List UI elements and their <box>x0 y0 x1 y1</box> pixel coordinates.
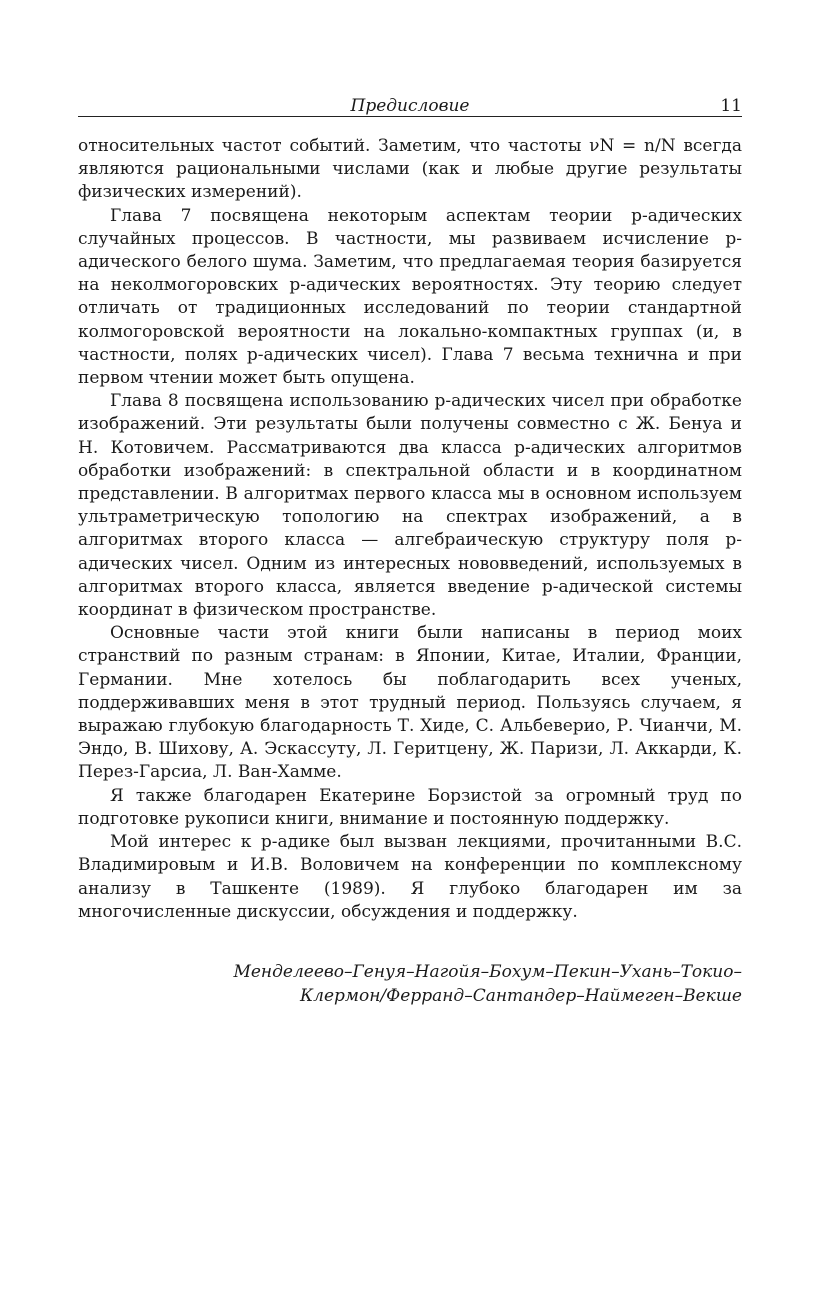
running-head <box>78 92 742 117</box>
page-number: 11 <box>720 96 742 116</box>
paragraph-acknowledgements: Основные части этой книги были написаны в период моих странствий по разным странам: в Японии, Китае, Италии, Франции, Германии. Мне хотелось бы поблагодарить всех ученых, поддерживавших меня в этот трудный период. Пользуясь случаем, я выражаю глубокую благодарность Т. Хиде, С. Альбеверио, Р. Чианчи, М. Эндо, В. Шихову, А. Эскассуту, Л. Геритцену, Ж. Паризи, Л. Аккарди, К. Перез-Гарсиа, Л. Ван-Хамме. <box>78 623 742 783</box>
book-page <box>78 92 742 1008</box>
paragraph-chapter-8: Глава 8 посвящена использованию p-адических чисел при обработке изображений. Эти результаты были получены совместно с Ж. Бенуа и Н. Котовичем. Рассматриваются два класса p-адических алгоритмов обработки изображений: в спектральной области и в координатном представлении. В алгоритмах первого класса мы в основном используем ультраметрическую топологию на спектрах изображений, а в алгоритмах второго класса — алгебраическую структуру поля p-адических чисел. Одним из интересных нововведений, используемых в алгоритмах второго класса, является введение p-адической системы координат в физическом пространстве. <box>78 391 742 621</box>
paragraph-thanks-manuscript: Я также благодарен Екатерине Борзистой за огромный труд по подготовке рукописи книги, внимание и постоянную поддержку. <box>78 785 742 829</box>
signature-line-2: Клермон/Ферранд–Сантандер–Наймеген–Векше <box>299 985 742 1006</box>
places-signature <box>78 960 742 1008</box>
signature-line-1: Менделеево–Генуя–Нагойя–Бохум–Пекин–Ухань–Токио– <box>233 961 742 982</box>
running-title: Предисловие <box>350 96 470 116</box>
paragraph-chapter-7: Глава 7 посвящена некоторым аспектам теории p-адических случайных процессов. В частности, мы развиваем исчисление p-адического белого шума. Заметим, что предлагаемая теория базируется на неколмогоровских p-адических вероятностях. Эту теорию следует отличать от традиционных исследований по теории стандартной колмогоровской вероятности на локально-компактных группах (и, в частности, полях p-адических чисел). Глава 7 весьма технична и при первом чтении может быть опущена. <box>78 205 742 389</box>
paragraph-p-adic-interest: Мой интерес к p-адике был вызван лекциями, прочитанными В.С. Владимировым и И.В. Воловичем на конференции по комплексному анализу в Ташкенте (1989). Я глубоко благодарен им за многочисленные дискуссии, обсуждения и поддержку. <box>78 832 742 922</box>
body-text <box>78 135 742 924</box>
paragraph-continuation: относительных частот событий. Заметим, что частоты νN = n/N всегда являются рациональными числами (как и любые другие результаты физических измерений). <box>78 136 742 203</box>
